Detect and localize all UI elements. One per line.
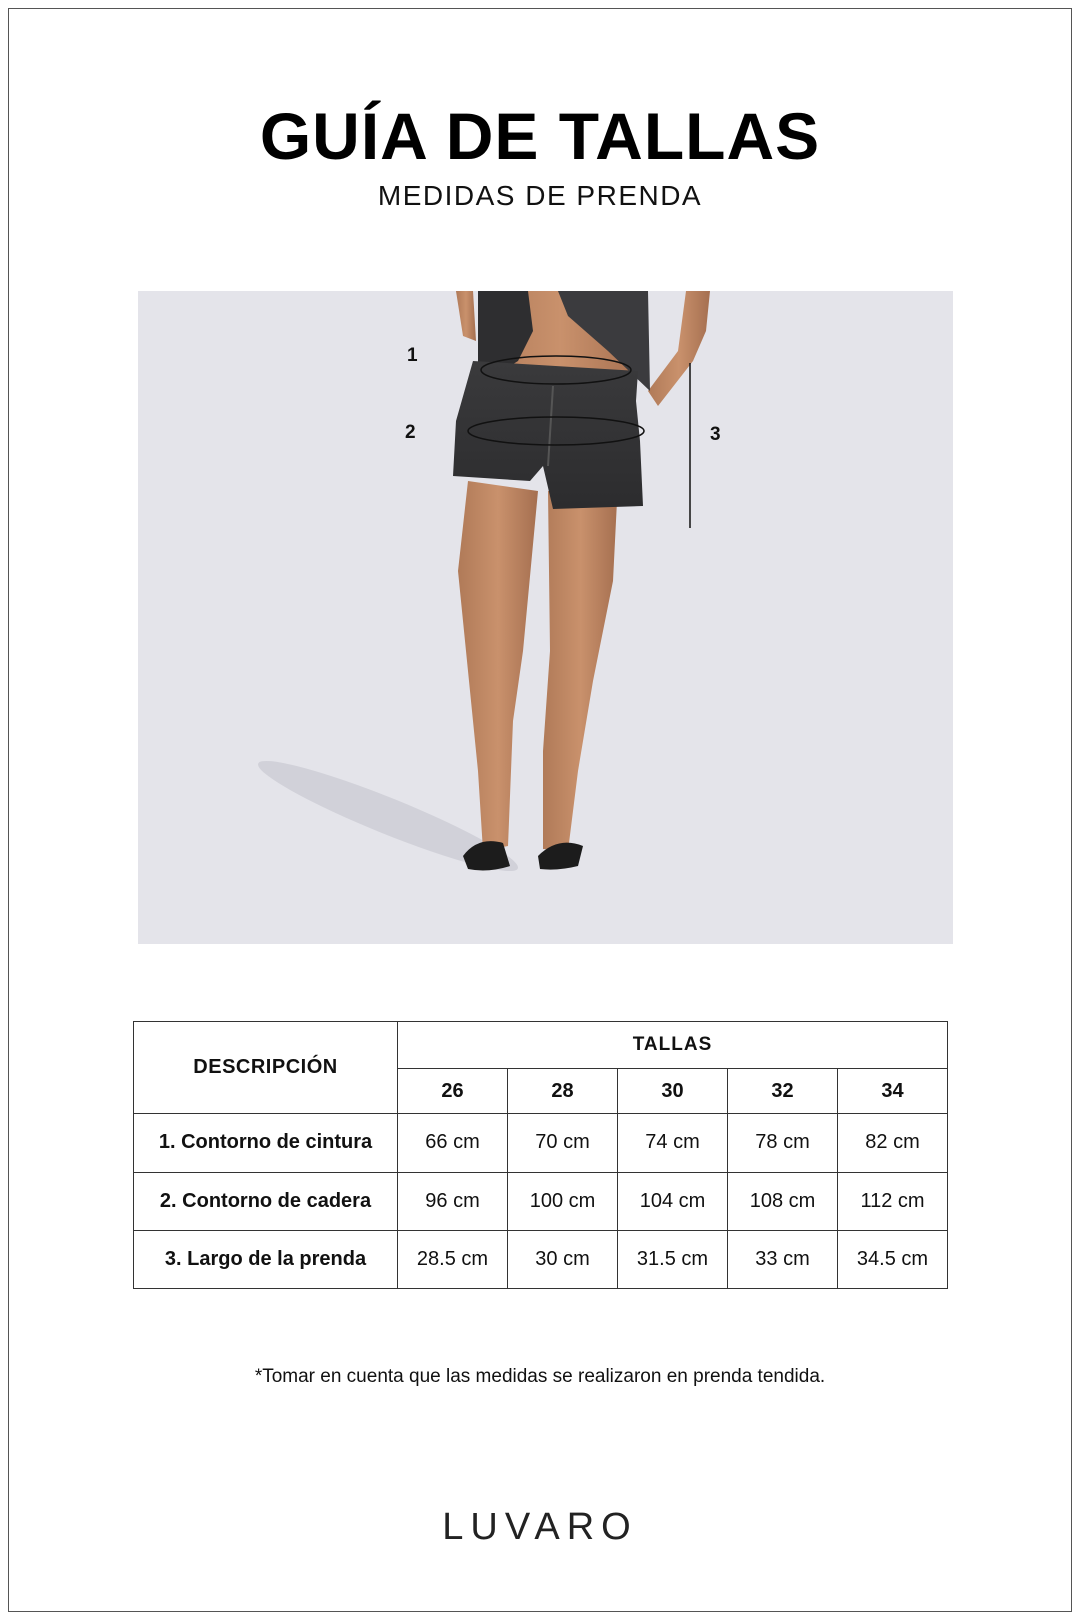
table-cell: 31.5 cm	[618, 1230, 728, 1288]
table-cell: 28.5 cm	[398, 1230, 508, 1288]
table-row	[134, 1172, 948, 1230]
table-cell: 74 cm	[618, 1114, 728, 1172]
row-label-length: 3. Largo de la prenda	[134, 1230, 398, 1288]
row-label-waist: 1. Contorno de cintura	[134, 1114, 398, 1172]
table-cell: 100 cm	[508, 1172, 618, 1230]
table-cell: 33 cm	[728, 1230, 838, 1288]
left-arm	[456, 291, 476, 341]
table-row	[134, 1114, 948, 1172]
sizes-header: TALLAS	[398, 1022, 948, 1069]
description-header: DESCRIPCIÓN	[134, 1022, 398, 1114]
size-28-header: 28	[508, 1069, 618, 1114]
table-cell: 66 cm	[398, 1114, 508, 1172]
right-arm	[648, 291, 710, 406]
footnote: *Tomar en cuenta que las medidas se realizaron en prenda tendida.	[254, 1366, 826, 1387]
left-leg	[458, 481, 538, 851]
table-cell: 70 cm	[508, 1114, 618, 1172]
table-cell: 78 cm	[728, 1114, 838, 1172]
size-table	[133, 1021, 948, 1289]
table-cell: 112 cm	[838, 1172, 948, 1230]
size-26-header: 26	[398, 1069, 508, 1114]
marker-3: 3	[710, 424, 721, 445]
brand-logo: LUVARO	[442, 1506, 638, 1548]
marker-2: 2	[405, 422, 416, 443]
size-32-header: 32	[728, 1069, 838, 1114]
table-cell: 34.5 cm	[838, 1230, 948, 1288]
marker-1: 1	[407, 345, 418, 366]
page-subtitle: MEDIDAS DE PRENDA	[377, 180, 703, 211]
size-34-header: 34	[838, 1069, 948, 1114]
table-cell: 30 cm	[508, 1230, 618, 1288]
size-30-header: 30	[618, 1069, 728, 1114]
table-cell: 104 cm	[618, 1172, 728, 1230]
model-illustration	[138, 291, 953, 944]
page-title: GUÍA DE TALLAS	[259, 99, 821, 173]
table-cell: 108 cm	[728, 1172, 838, 1230]
table-row	[134, 1230, 948, 1288]
right-leg	[543, 481, 618, 851]
table-cell: 96 cm	[398, 1172, 508, 1230]
row-label-hip: 2. Contorno de cadera	[134, 1172, 398, 1230]
model-photo	[138, 291, 953, 944]
table-cell: 82 cm	[838, 1114, 948, 1172]
